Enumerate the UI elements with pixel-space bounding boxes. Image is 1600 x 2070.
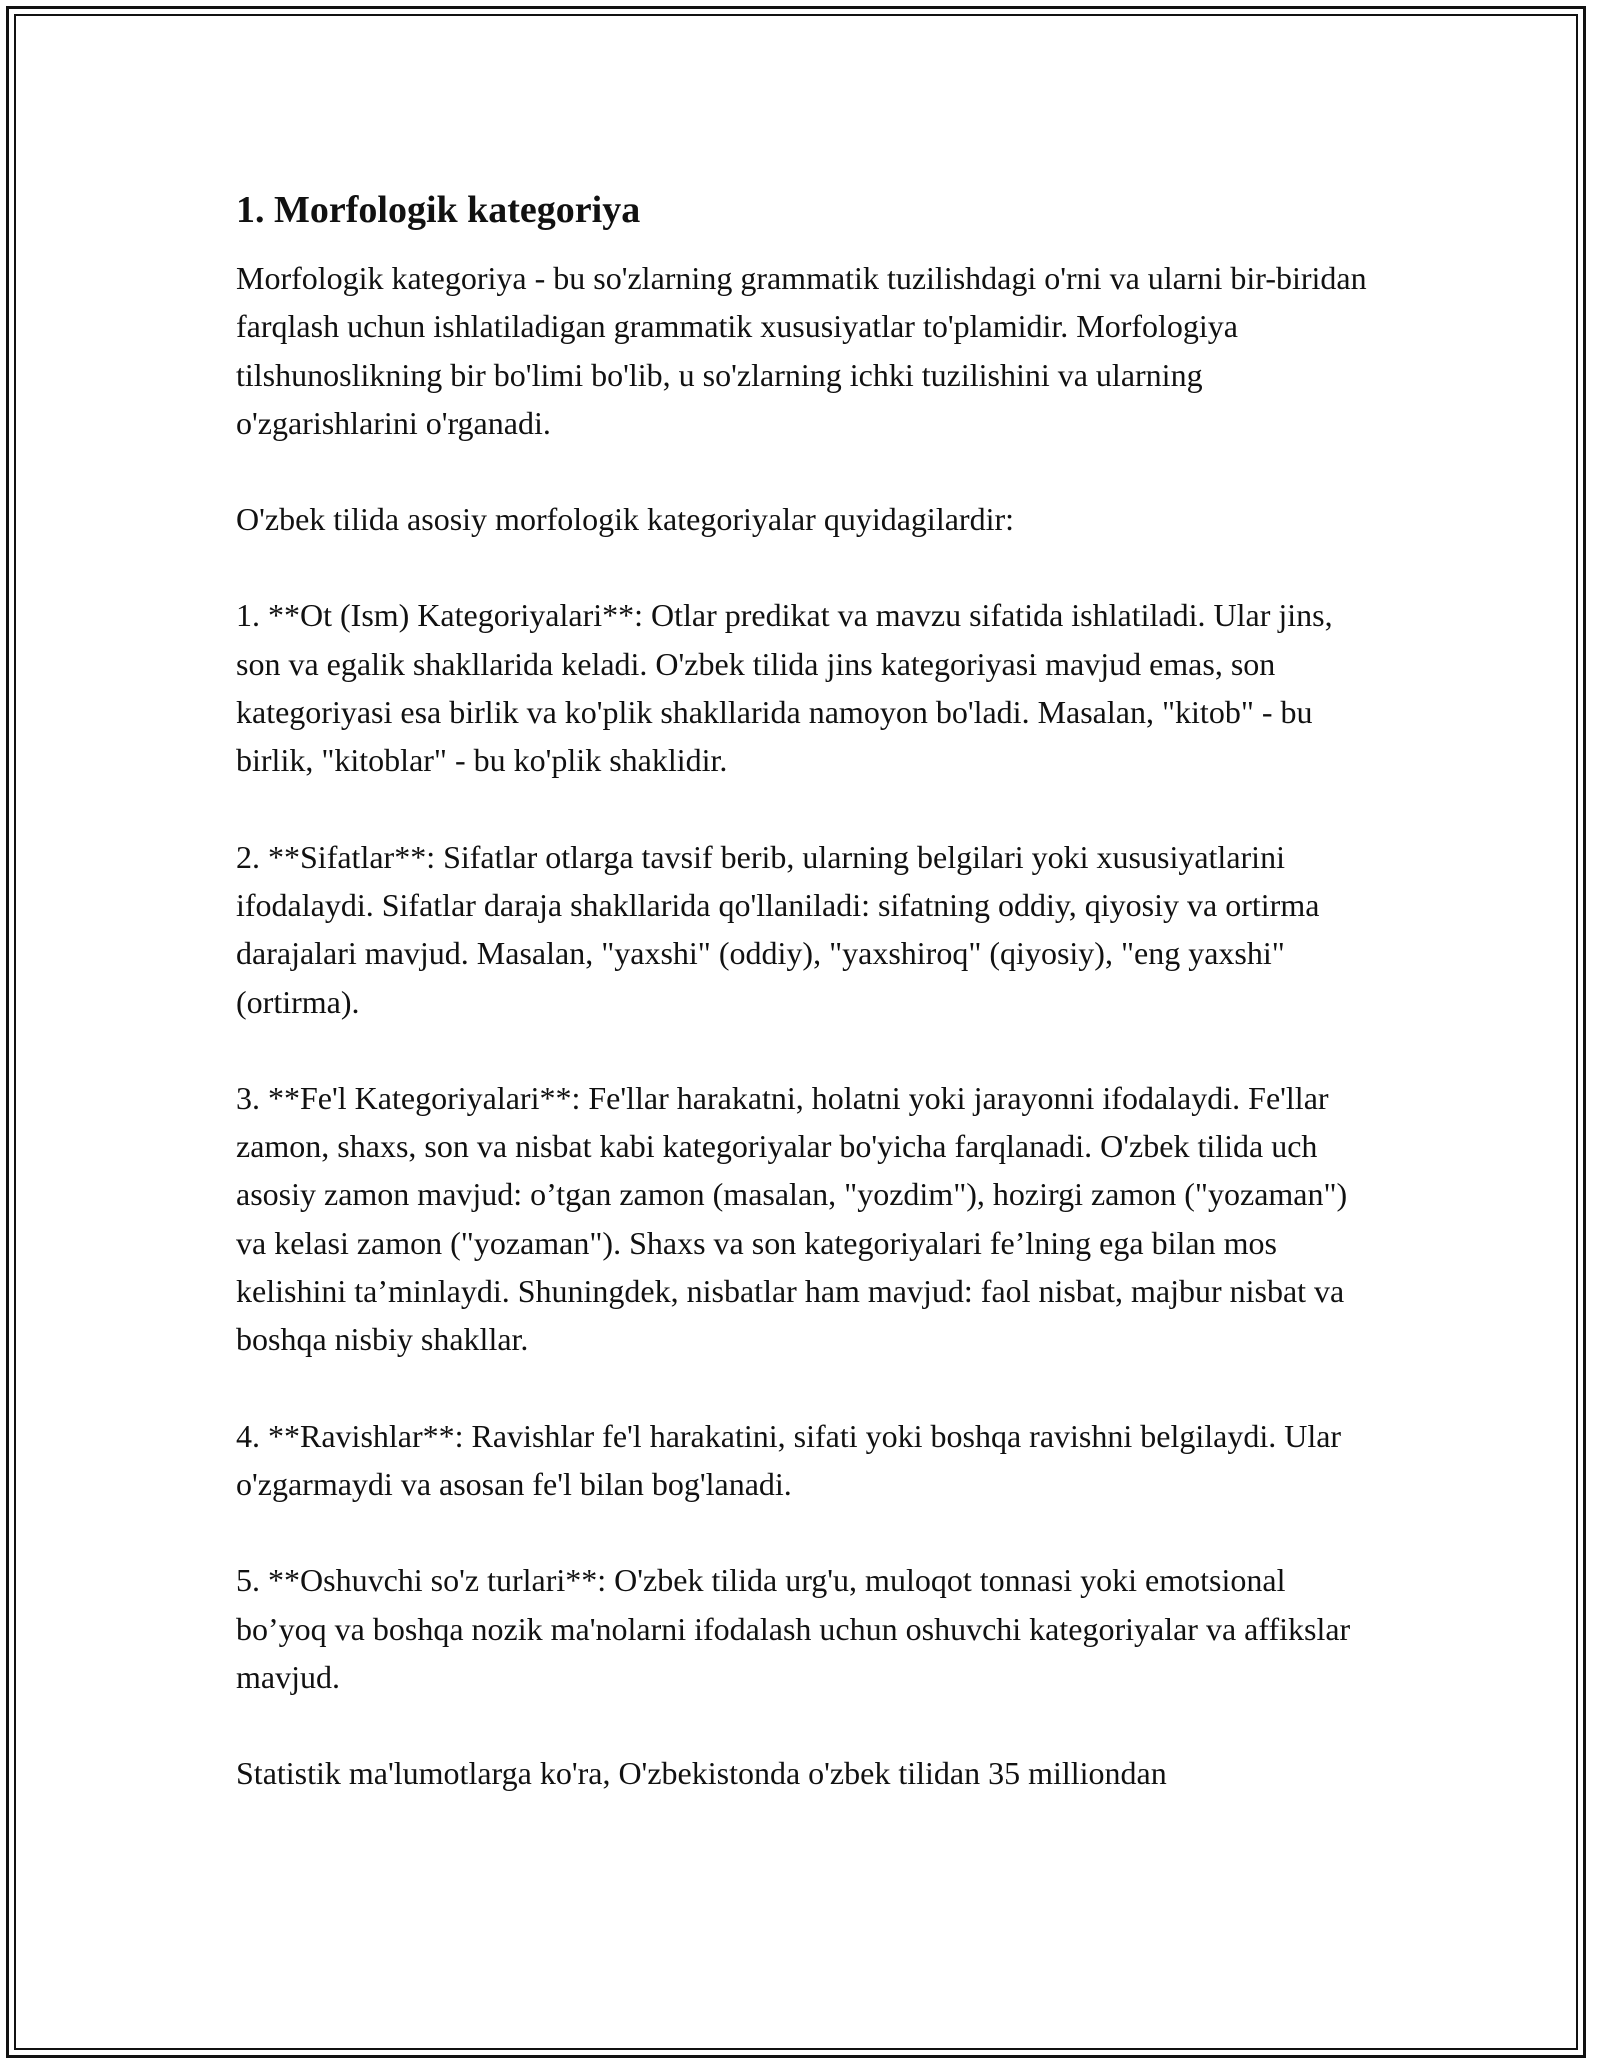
paragraph-oshuvchi-soz-turlari: 5. **Oshuvchi so'z turlari**: O'zbek tilida urg'u, muloqot tonnasi yoki emotsional bo’yoq va boshqa nozik ma'nolarni ifodalash uchun oshuvchi kategoriyalar va affikslar mavjud. — [236, 1562, 1351, 1695]
paragraph-fel-kategoriyalari: 3. **Fe'l Kategoriyalari**: Fe'llar harakatni, holatni yoki jarayonni ifodalaydi. Fe'llar zamon, shaxs, son va nisbat kabi kategoriyalar bo'yicha farqlanadi. O'zbek tilida uch asosiy zamon mavjud: o’tgan zamon (masalan, "yozdim"), hozirgi zamon ("yozaman") va kelasi zamon ("yozaman"). Shaxs va son kategoriyalari fe’lning ega bilan mos kelishini ta’minlaydi. Shuningdek, nisbatlar ham mavjud: faol nisbat, majbur nisbat va boshqa nisbiy shakllar. — [236, 1079, 1348, 1358]
paragraph-intro: Morfologik kategoriya - bu so'zlarning grammatik tuzilishdagi o'rni va ularni bir-biridan farqlash uchun ishlatiladigan grammatik xususiyatlar to'plamidir. Morfologiya tilshunoslikning bir bo'limi bo'lib, u so'zlarning ichki tuzilishini va ularning o'zgarishlarini o'rganadi. — [236, 260, 1367, 441]
paragraph-list-intro: O'zbek tilida asosiy morfologik kategoriyalar quyidagilardir: — [236, 501, 1014, 538]
paragraph-ot-kategoriyalari: 1. **Ot (Ism) Kategoriyalari**: Otlar predikat va mavzu sifatida ishlatiladi. Ular jins, son va egalik shakllarida keladi. O'zbek tilida jins kategoriyasi mavjud emas, son kategoriyasi esa birlik va ko'plik shakllarida namoyon bo'ladi. Masalan, "kitob" - bu birlik, "kitoblar" - bu ko'plik shaklidir. — [236, 597, 1333, 779]
paragraph-sifatlar: 2. **Sifatlar**: Sifatlar otlarga tavsif berib, ularning belgilari yoki xususiyatlarini ifodalaydi. Sifatlar daraja shakllarida qo'llaniladi: sifatning oddiy, qiyosiy va ortirma darajalari mavjud. Masalan, "yaxshi" (oddiy), "yaxshiroq" (qiyosiy), "eng yaxshi" (ortirma). — [236, 838, 1320, 1020]
paragraph-statistik: Statistik ma'lumotlarga ko'ra, O'zbekistonda o'zbek tilidan 35 milliondan — [236, 1755, 1167, 1792]
section-heading: 1. Morfologik kategoriya — [236, 189, 641, 231]
document-body — [236, 186, 1376, 1845]
paragraph-ravishlar: 4. **Ravishlar**: Ravishlar fe'l harakatini, sifati yoki boshqa ravishni belgilaydi. Ular o'zgarmaydi va asosan fe'l bilan bog'lanadi. — [236, 1417, 1342, 1502]
